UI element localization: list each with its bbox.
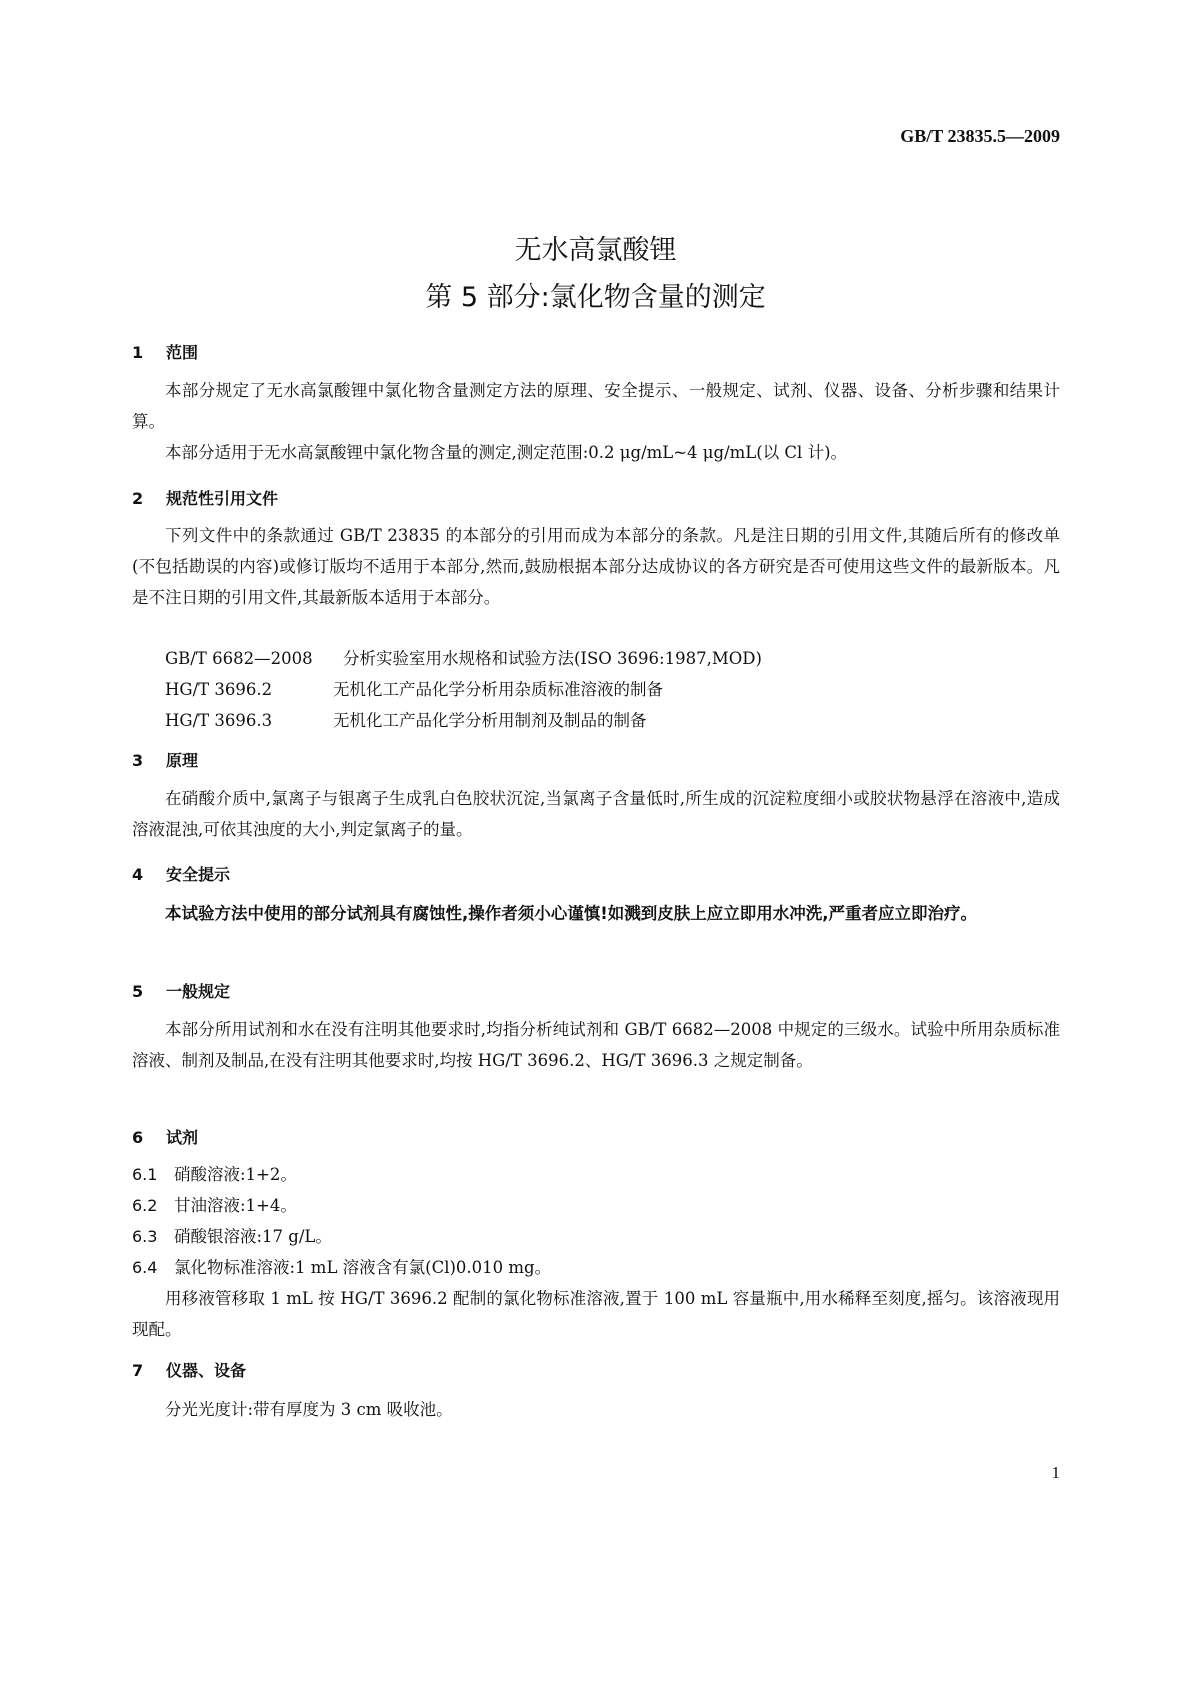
section-heading-scope <box>132 340 198 363</box>
section-title: 范围 <box>166 343 199 362</box>
reference-code: HG/T 3696.3 <box>165 711 273 730</box>
document-subtitle: 第 5 部分:氯化物含量的测定 <box>425 282 766 313</box>
safety-warning: 本试验方法中使用的部分试剂具有腐蚀性,操作者须小心谨慎!如溅到皮肤上应立即用水冲洗,严重者应立即治疗。 <box>165 904 978 923</box>
item-text: 硝酸溶液:1+2。 <box>174 1165 297 1184</box>
item-number: 6.2 <box>132 1196 158 1215</box>
paragraph: 用移液管移取 1 mL 按 HG/T 3696.2 配制的氯化物标准溶液,置于 100 mL 容量瓶中,用水稀释至刻度,摇匀。该溶液现用现配。 <box>132 1289 1060 1339</box>
reagent-item <box>132 1252 1060 1283</box>
reference-name: 分析实验室用水规格和试验方法(ISO 3696:1987,MOD) <box>343 649 762 668</box>
section-title: 原理 <box>166 751 199 770</box>
item-number: 6.4 <box>132 1258 158 1277</box>
item-text: 甘油溶液:1+4。 <box>174 1196 297 1215</box>
section-title: 一般规定 <box>166 982 231 1001</box>
item-number: 6.1 <box>132 1165 158 1184</box>
section-title: 仪器、设备 <box>166 1361 247 1380</box>
section-number: 2 <box>132 489 144 508</box>
reagent-item <box>132 1190 1060 1221</box>
page-number: 1 <box>1051 1463 1060 1482</box>
section-title: 安全提示 <box>166 865 231 884</box>
paragraph: 在硝酸介质中,氯离子与银离子生成乳白色胶状沉淀,当氯离子含量低时,所生成的沉淀粒度细小或胶状物悬浮在溶液中,造成溶液混浊,可依其浊度的大小,判定氯离子的量。 <box>132 789 1060 839</box>
item-text: 氯化物标准溶液:1 mL 溶液含有氯(Cl)0.010 mg。 <box>174 1258 552 1277</box>
item-text: 硝酸银溶液:17 g/L。 <box>174 1227 332 1246</box>
section-number: 4 <box>132 865 144 884</box>
reference-code: GB/T 6682—2008 <box>165 649 313 668</box>
paragraph: 下列文件中的条款通过 GB/T 23835 的本部分的引用而成为本部分的条款。凡是注日期的引用文件,其随后所有的修改单(不包括勘误的内容)或修订版均不适用于本部分,然而,鼓励根据本部分达成协议的各方研究是否可使用这些文件的最新版本。凡是不注日期的引用文件,其最新版本适用于本部分。 <box>132 526 1060 607</box>
section-number: 1 <box>132 343 144 362</box>
paragraph: 本部分所用试剂和水在没有注明其他要求时,均指分析纯试剂和 GB/T 6682—2008 中规定的三级水。试验中所用杂质标准溶液、制剂及制品,在没有注明其他要求时,均按 HG/T 3696.2、HG/T 3696.3 之规定制备。 <box>132 1020 1060 1070</box>
reference-name: 无机化工产品化学分析用制剂及制品的制备 <box>333 711 647 730</box>
section-number: 7 <box>132 1361 144 1380</box>
reagent-item <box>132 1221 1060 1252</box>
reference-item <box>165 674 1093 705</box>
section-heading-reagents <box>132 1125 198 1148</box>
paragraph: 本部分适用于无水高氯酸锂中氯化物含量的测定,测定范围:0.2 μg/mL~4 μg/mL(以 Cl 计)。 <box>165 443 848 462</box>
section-heading-principle <box>132 748 198 771</box>
paragraph: 分光光度计:带有厚度为 3 cm 吸收池。 <box>165 1400 453 1419</box>
section-heading-apparatus <box>132 1358 246 1381</box>
reference-item <box>165 705 1093 736</box>
reference-name: 无机化工产品化学分析用杂质标准溶液的制备 <box>333 680 663 699</box>
section-number: 6 <box>132 1128 144 1147</box>
reagent-item <box>132 1159 1060 1190</box>
standard-number: GB/T 23835.5—2009 <box>900 126 1060 146</box>
document-title: 无水高氯酸锂 <box>514 235 677 266</box>
reference-code: HG/T 3696.2 <box>165 680 273 699</box>
reference-item <box>165 643 1093 674</box>
section-title: 试剂 <box>166 1128 199 1147</box>
item-number: 6.3 <box>132 1227 158 1246</box>
section-number: 5 <box>132 982 144 1001</box>
section-title: 规范性引用文件 <box>166 489 279 508</box>
section-number: 3 <box>132 751 144 770</box>
section-heading-safety <box>132 862 230 885</box>
section-heading-normative-references <box>132 486 278 509</box>
paragraph: 本部分规定了无水高氯酸锂中氯化物含量测定方法的原理、安全提示、一般规定、试剂、仪器、设备、分析步骤和结果计算。 <box>132 381 1060 431</box>
section-heading-general <box>132 979 230 1002</box>
